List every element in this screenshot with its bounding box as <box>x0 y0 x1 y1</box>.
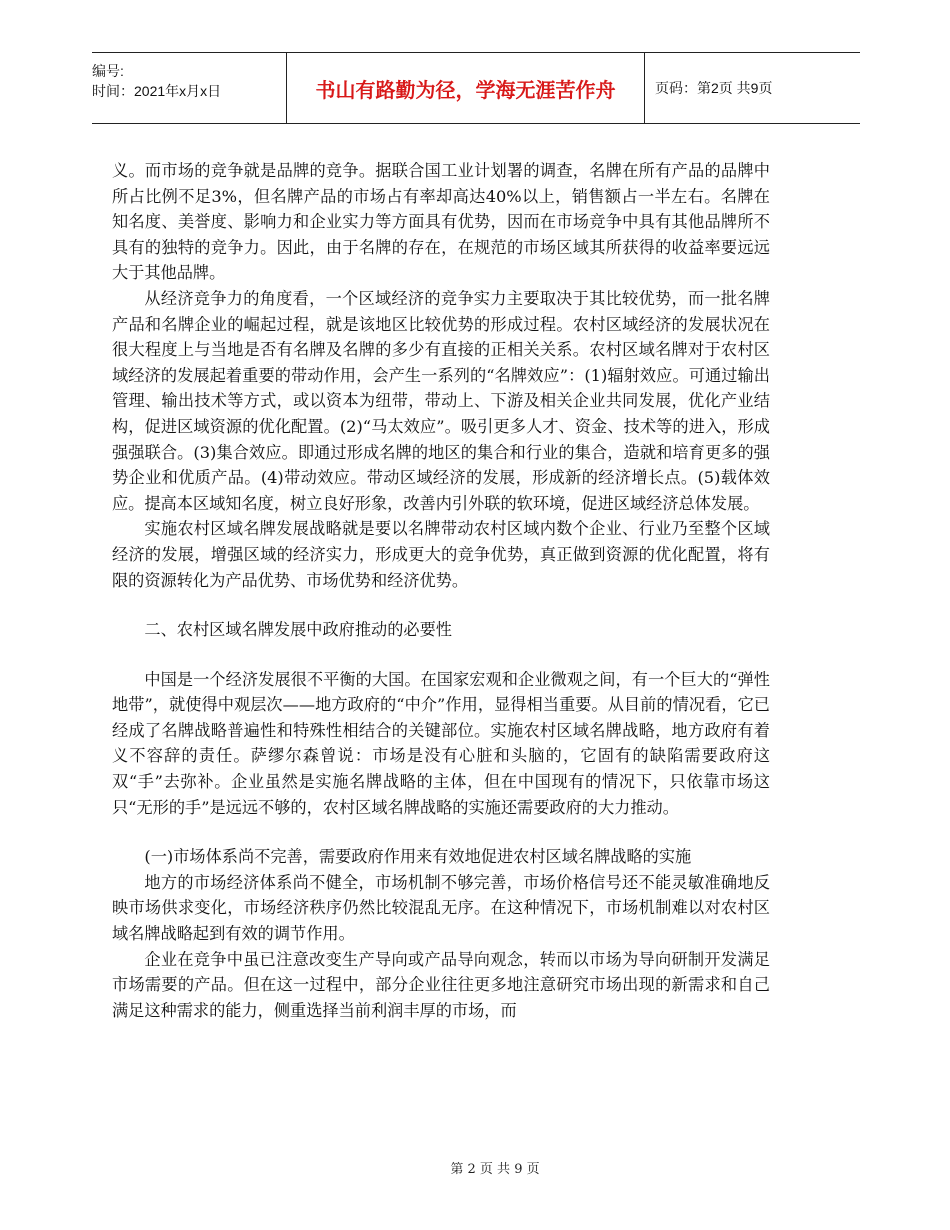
body-paragraph: 实施农村区域名牌发展战略就是要以名牌带动农村区域内数个企业、行业乃至整个区域经济的发展，增强区域的经济实力，形成更大的竞争优势，真正做到资源的优化配置，将有限的资源转化为产品优势、市场优势和经济优势。 <box>112 519 770 590</box>
header-meta <box>92 53 286 123</box>
body-paragraph: 义。而市场的竞争就是品牌的竞争。据联合国工业计划署的调查，名牌在所有产品的品牌中所占比例不足3%，但名牌产品的市场占有率却高达40%以上，销售额占一半左右。名牌在知名度、美誉度、影响力和企业实力等方面具有优势，因而在市场竞争中具有其他品牌所不具有的独特的竞争力。因此，由于名牌的存在，在规范的市场区域其所获得的收益率要远远大于其他品牌。 <box>112 161 770 283</box>
body-paragraph: 从经济竞争力的角度看，一个区域经济的竞争实力主要取决于其比较优势，而一批名牌产品和名牌企业的崛起过程，就是该地区比较优势的形成过程。农村区域经济的发展状况在很大程度上与当地是否有名牌及名牌的多少有直接的正相关关系。农村区域名牌对于农村区域经济的发展起着重要的带动作用，会产生一系列的“名牌效应”：(1)辐射效应。可通过输出管理、输出技术等方式，或以资本为纽带，带动上、下游及相关企业共同发展，优化产业结构，促进区域资源的优化配置。(2)“马太效应”。吸引更多人才、资金、技术等的进入，形成强强联合。(3)集合效应。即通过形成名牌的地区的集合和行业的集合，造就和培育更多的强势企业和优质产品。(4)带动效应。带动区域经济的发展，形成新的经济增长点。(5)载体效应。提高本区域知名度，树立良好形象，改善内引外联的软环境，促进区域经济总体发展。 <box>112 288 770 513</box>
header-page-label: 页码：第2页 共9页 <box>655 80 773 96</box>
body-paragraph: 企业在竞争中虽已注意改变生产导向或产品导向观念，转而以市场为导向研制开发满足市场需要的产品。但在这一过程中，部分企业往往更多地注意研究市场出现的新需求和自己满足这种需求的能力，侧重选择当前利润丰厚的市场，而 <box>112 949 770 1020</box>
body-paragraph: 地方的市场经济体系尚不健全，市场机制不够完善，市场价格信号还不能灵敏准确地反映市场供求变化，市场经济秩序仍然比较混乱无序。在这种情况下，市场机制难以对农村区域名牌战略起到有效的调节作用。 <box>112 872 770 944</box>
page-footer <box>0 1158 950 1177</box>
section-heading: 二、农村区域名牌发展中政府推动的必要性 <box>144 620 452 640</box>
document-number-label: 编号: <box>92 63 124 79</box>
header-motto: 书山有路勤为径，学海无涯苦作舟 <box>286 53 645 123</box>
body-paragraph: 中国是一个经济发展很不平衡的大国。在国家宏观和企业微观之间，有一个巨大的“弹性地带”，就使得中观层次——地方政府的“中介”作用，显得相当重要。从目前的情况看，它已经成了名牌战略普遍性和特殊性相结合的关键部位。实施农村区域名牌战略，地方政府有着义不容辞的责任。萨缪尔森曾说：市场是没有心脏和头脑的，它固有的缺陷需要政府这双“手”去弥补。企业虽然是实施名牌战略的主体，但在中国现有的情况下，只依靠市场这只“无形的手”是远远不够的，农村区域名牌战略的实施还需要政府的大力推动。 <box>112 669 770 817</box>
subsection-heading: (一)市场体系尚不完善，需要政府作用来有效地促进农村区域名牌战略的实施 <box>144 847 692 867</box>
document-time-label: 时间：2021年x月x日 <box>92 83 222 99</box>
document-body <box>112 158 770 1023</box>
page-header <box>92 52 860 124</box>
footer-page-number: 第 2 页 共 9 页 <box>450 1162 540 1177</box>
